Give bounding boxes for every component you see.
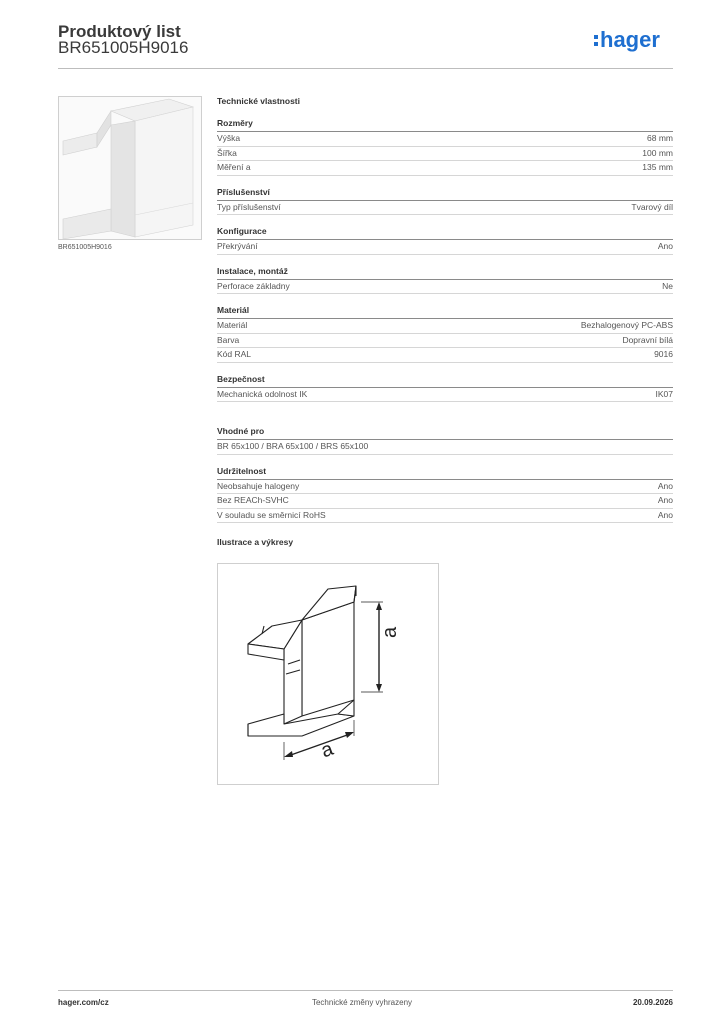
row-value: 135 mm — [642, 162, 673, 172]
table-row — [217, 480, 673, 495]
table-row — [217, 280, 673, 295]
section-vhodne — [217, 426, 673, 455]
technical-properties — [217, 96, 673, 547]
row-value: 100 mm — [642, 147, 673, 158]
row-label: Perforace základny — [217, 280, 290, 291]
row-label: Výška — [217, 133, 241, 143]
section-konfigurace — [217, 226, 673, 255]
row-label: Měření a — [217, 162, 251, 172]
section-title: Rozměry — [217, 118, 673, 132]
table-row — [217, 494, 673, 509]
page-title: Produktový list — [58, 22, 181, 41]
row-value: Ano — [657, 509, 673, 520]
image-caption: BR651005H9016 — [58, 244, 112, 251]
table-row — [217, 440, 673, 455]
row-label: Materiál — [217, 320, 248, 330]
row-label: Neobsahuje halogeny — [217, 480, 300, 491]
section-prislusenstvi — [217, 187, 673, 216]
row-value: Bezhalogenový PC-ABS — [580, 320, 673, 330]
row-label: Šířka — [217, 147, 237, 158]
section-title: Konfigurace — [217, 226, 673, 240]
row-value: 9016 — [654, 349, 673, 359]
table-row — [217, 509, 673, 524]
dimension-label-horizontal: a — [318, 737, 337, 763]
table-row — [217, 132, 673, 147]
section-rozmery — [217, 118, 673, 176]
section-title: Instalace, montáž — [217, 266, 673, 280]
hager-logo — [594, 26, 674, 56]
section-title: Materiál — [217, 305, 673, 319]
row-label: Typ příslušenství — [217, 201, 281, 212]
section-title: Vhodné pro — [217, 426, 673, 440]
table-row — [217, 348, 673, 363]
row-value: Dopravní bílá — [622, 334, 673, 345]
footer-note: Technické změny vyhrazeny — [311, 998, 413, 1007]
table-row — [217, 161, 673, 176]
table-row — [217, 147, 673, 162]
footer-date: 20.09.2026 — [632, 998, 673, 1007]
section-udrzitelnost — [217, 466, 673, 524]
dimension-label-vertical: a — [379, 626, 401, 638]
footer-website-link[interactable]: hager.com/cz — [58, 998, 109, 1007]
row-label: Barva — [217, 334, 240, 345]
section-title: Příslušenství — [217, 187, 673, 201]
row-value: Ano — [657, 241, 673, 251]
section-title: Bezpečnost — [217, 374, 673, 388]
row-value: Ano — [657, 480, 673, 491]
product-code: BR651005H9016 — [58, 38, 189, 57]
row-label: V souladu se směrnicí RoHS — [217, 509, 326, 520]
row-label: Bez REACh-SVHC — [217, 495, 289, 505]
product-image — [58, 96, 202, 240]
section-instalace — [217, 266, 673, 295]
row-value: 68 mm — [647, 133, 673, 143]
table-row — [217, 240, 673, 255]
row-value: Tvarový díl — [631, 201, 673, 212]
row-value: Ne — [662, 280, 673, 291]
row-label: Mechanická odolnost IK — [217, 388, 308, 399]
technical-drawing — [217, 563, 439, 785]
section-material — [217, 305, 673, 363]
illustration-title: Ilustrace a výkresy — [217, 537, 294, 547]
table-row — [217, 388, 673, 403]
table-row — [217, 319, 673, 334]
section-title: Udržitelnost — [217, 466, 673, 480]
table-row — [217, 201, 673, 216]
row-label: BR 65x100 / BRA 65x100 / BRS 65x100 — [217, 441, 369, 451]
table-row — [217, 334, 673, 349]
row-value: Ano — [657, 495, 673, 505]
footer-divider — [58, 990, 673, 991]
header-divider — [58, 68, 673, 69]
main-heading: Technické vlastnosti — [217, 96, 300, 106]
row-value: IK07 — [655, 388, 673, 399]
logo-text: hager — [600, 27, 660, 52]
row-label: Kód RAL — [217, 349, 252, 359]
row-label: Překrývání — [217, 241, 258, 251]
section-bezpecnost — [217, 374, 673, 403]
